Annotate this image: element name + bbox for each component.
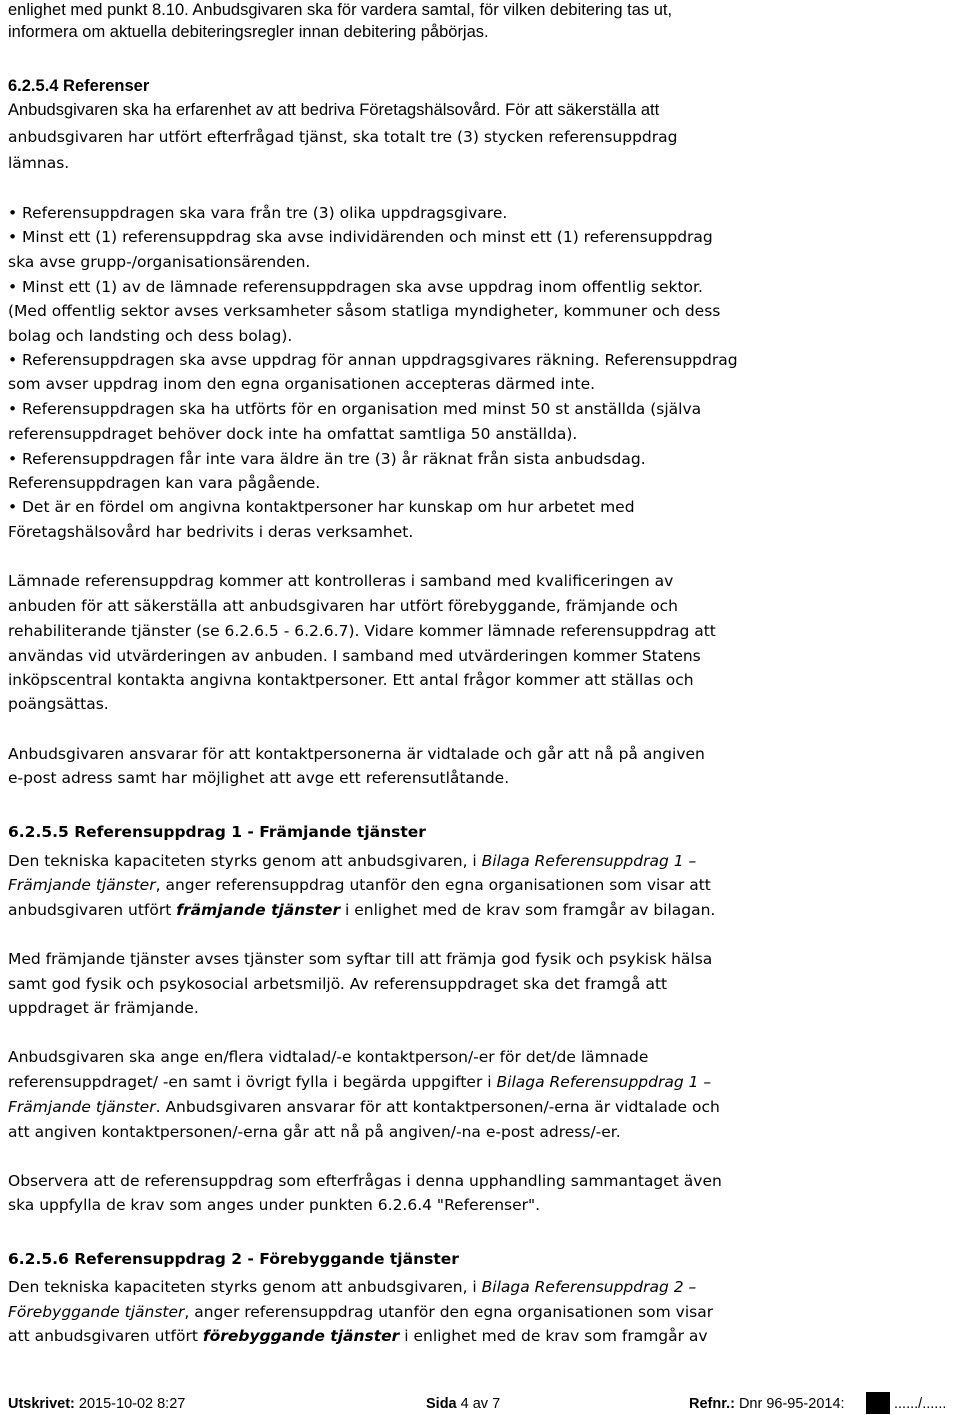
reference-number: Refnr.: Dnr 96-95-2014: (689, 1396, 845, 1412)
body-line: Med främjande tjänster avses tjänster som syftar till att främja god fysik och psykisk hälsa (8, 950, 713, 968)
intro-line: informera om aktuella debiteringsregler innan debitering påbörjas. (8, 23, 489, 41)
intro-line: enlighet med punkt 8.10. Anbudsgivaren ska för vardera samtal, för vilken debitering tas ut, (8, 1, 673, 19)
bullet-icon: • (8, 498, 18, 516)
bullet-icon: • (8, 278, 18, 296)
body-line: Den tekniska kapaciteten styrks genom att anbudsgivaren, i Bilaga Referensuppdrag 2 – (8, 1278, 697, 1296)
body-line: inköpscentral kontakta angivna kontaktpersoner. Ett antal frågor kommer att ställas och (8, 671, 694, 689)
body-line: anbudsgivaren har utfört efterfrågad tjänst, ska totalt tre (3) stycken referensuppdrag (8, 128, 678, 146)
body-line: Främjande tjänster. Anbudsgivaren ansvarar för att kontaktpersonen/-erna är vidtalade och (8, 1098, 720, 1116)
body-line: att angiven kontaktpersonen/-erna går att nå på angiven/-na e-post adress/-er. (8, 1123, 621, 1141)
bullet-item: • Minst ett (1) referensuppdrag ska avse individärenden och minst ett (1) referensuppdrag (8, 228, 713, 246)
bullet-icon: • (8, 450, 18, 468)
bullet-item: • Referensuppdragen ska ha utförts för en organisation med minst 50 st anställda (själva (8, 400, 702, 418)
bullet-item: • Referensuppdragen ska avse uppdrag för annan uppdragsgivares räkning. Referensuppdrag (8, 351, 738, 369)
bullet-item: • Det är en fördel om angivna kontaktpersoner har kunskap om hur arbetet med (8, 498, 635, 516)
body-line: att anbudsgivaren utfört förebyggande tjänster i enlighet med de krav som framgår av (8, 1327, 708, 1345)
bullet-icon: • (8, 204, 18, 222)
bullet-continuation: bolag och landsting och dess bolag). (8, 327, 293, 345)
bullet-continuation: som avser uppdrag inom den egna organisationen accepteras därmed inte. (8, 375, 596, 393)
body-line: poängsättas. (8, 695, 109, 713)
body-line: Observera att de referensuppdrag som efterfrågas i denna upphandling sammantaget även (8, 1172, 722, 1190)
bullet-continuation: Referensuppdragen kan vara pågående. (8, 474, 321, 492)
bullet-icon: • (8, 228, 18, 246)
body-line: Anbudsgivaren ska ha erfarenhet av att bedriva Företagshälsovård. För att säkerställa att (8, 101, 660, 119)
bullet-continuation: ska avse grupp-/organisationsärenden. (8, 253, 311, 271)
bullet-continuation: Företagshälsovård har bedrivits i deras verksamhet. (8, 523, 414, 541)
redaction-block (866, 1392, 890, 1414)
page-number: Sida 4 av 7 (426, 1396, 501, 1412)
bullet-item: • Referensuppdragen får inte vara äldre än tre (3) år räknat från sista anbudsdag. (8, 450, 646, 468)
bullet-continuation: referensuppdraget behöver dock inte ha omfattat samtliga 50 anställda). (8, 425, 578, 443)
body-line: lämnas. (8, 154, 70, 172)
body-line: anbuden för att säkerställa att anbudsgivaren har utfört förebyggande, främjande och (8, 597, 678, 615)
body-line: anbudsgivaren utfört främjande tjänster i enlighet med de krav som framgår av bilagan. (8, 901, 716, 919)
body-line: uppdraget är främjande. (8, 999, 199, 1017)
body-line: samt god fysik och psykosocial arbetsmiljö. Av referensuppdraget ska det framgå att (8, 975, 668, 993)
bullet-icon: • (8, 400, 18, 418)
section-heading-referensuppdrag-1: 6.2.5.5 Referensuppdrag 1 - Främjande tjänster (8, 823, 426, 841)
section-heading-referensuppdrag-2: 6.2.5.6 Referensuppdrag 2 - Förebyggande tjänster (8, 1250, 459, 1268)
body-line: Främjande tjänster, anger referensuppdrag utanför den egna organisationen som visar att (8, 876, 711, 894)
bullet-item: • Minst ett (1) av de lämnade referensuppdragen ska avse uppdrag inom offentlig sektor. (8, 278, 703, 296)
body-line: ska uppfylla de krav som anges under punkten 6.2.6.4 "Referenser". (8, 1196, 541, 1214)
reference-number-tail: ....../...... (894, 1396, 947, 1412)
body-line: Lämnade referensuppdrag kommer att kontrolleras i samband med kvalificeringen av (8, 572, 674, 590)
body-line: Anbudsgivaren ansvarar för att kontaktpersonerna är vidtalade och går att nå på angiven (8, 745, 705, 763)
page-footer (8, 1394, 958, 1414)
body-line: rehabiliterande tjänster (se 6.2.6.5 - 6.2.6.7). Vidare kommer lämnade referensuppdrag att (8, 622, 716, 640)
bullet-icon: • (8, 351, 18, 369)
body-line: Anbudsgivaren ska ange en/flera vidtalad/-e kontaktperson/-er för det/de lämnade (8, 1048, 649, 1066)
body-line: användas vid utvärderingen av anbuden. I samband med utvärderingen kommer Statens (8, 647, 701, 665)
bullet-continuation: (Med offentlig sektor avses verksamheter såsom statliga myndigheter, kommuner och dess (8, 302, 721, 320)
bullet-item: • Referensuppdragen ska vara från tre (3) olika uppdragsgivare. (8, 204, 508, 222)
printed-date: Utskrivet: 2015-10-02 8:27 (8, 1396, 186, 1412)
body-line: Förebyggande tjänster, anger referensuppdrag utanför den egna organisationen som visar (8, 1303, 714, 1321)
section-heading-referenser: 6.2.5.4 Referenser (8, 77, 150, 95)
body-line: Den tekniska kapaciteten styrks genom att anbudsgivaren, i Bilaga Referensuppdrag 1 – (8, 852, 697, 870)
body-line: e-post adress samt har möjlighet att avge ett referensutlåtande. (8, 769, 510, 787)
body-line: referensuppdraget/ -en samt i övrigt fylla i begärda uppgifter i Bilaga Referensuppdrag 1 – (8, 1073, 712, 1091)
